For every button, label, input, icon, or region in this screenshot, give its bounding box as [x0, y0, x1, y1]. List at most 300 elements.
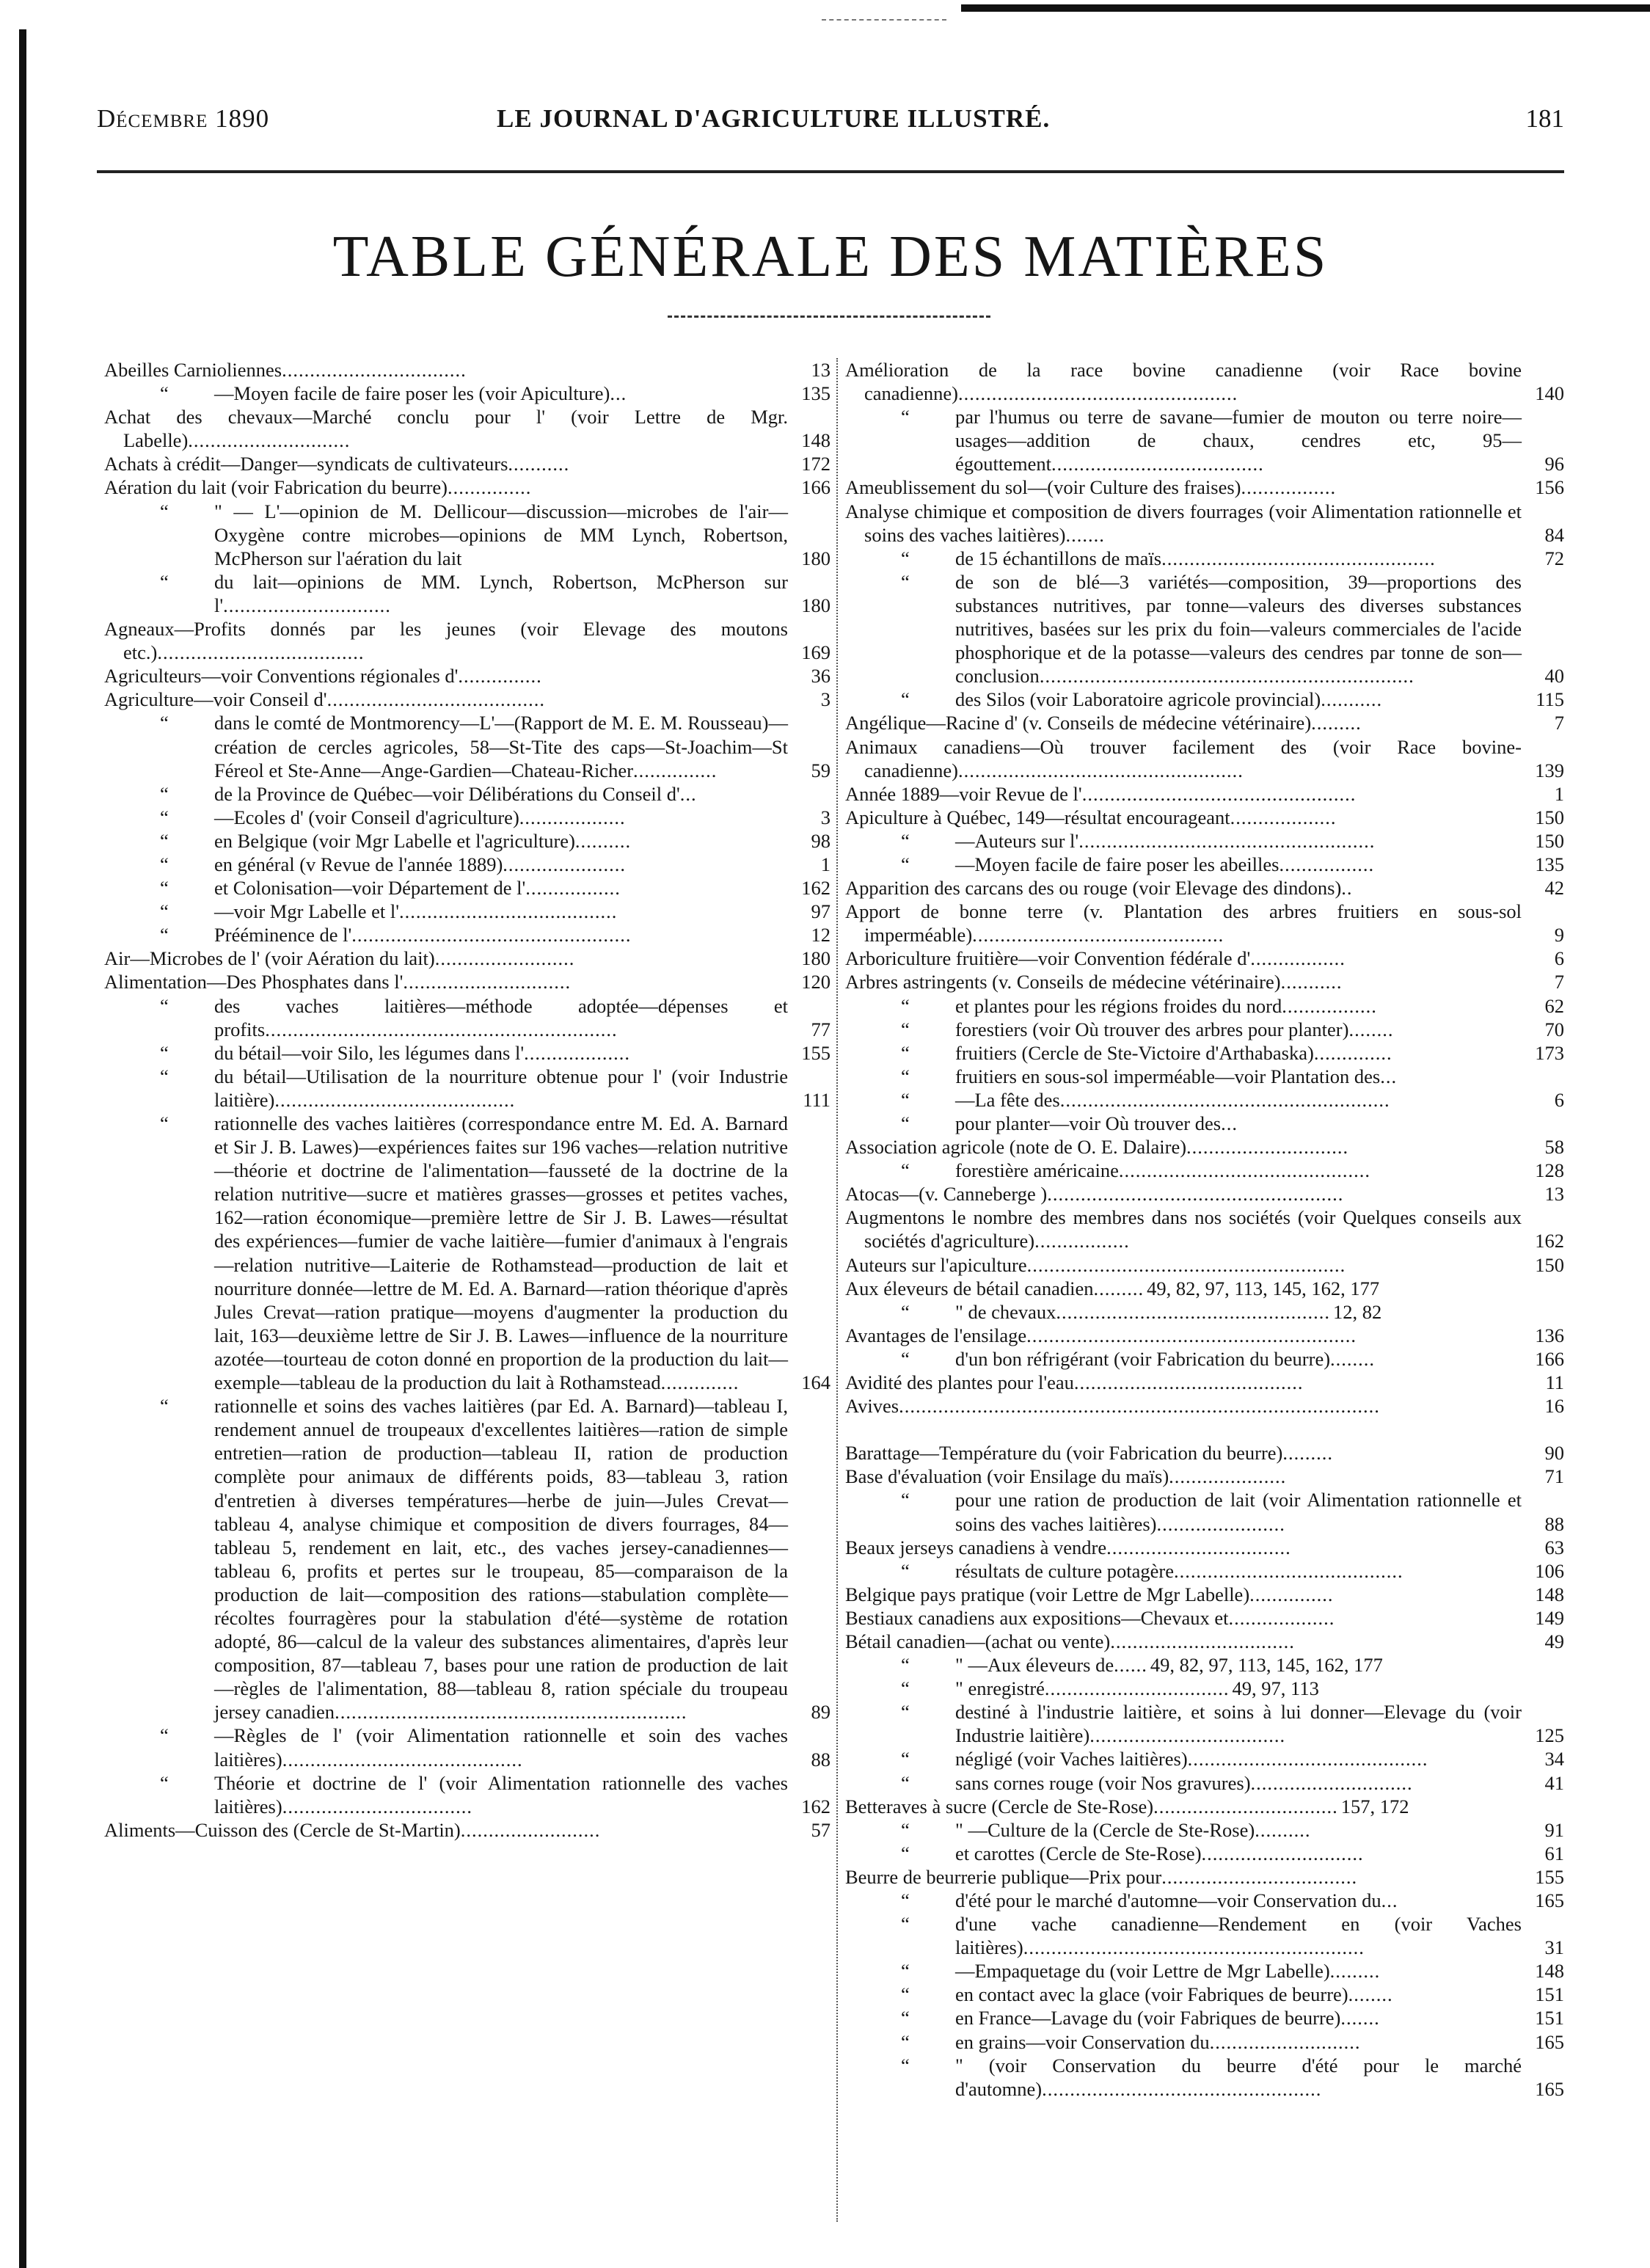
index-entry	[845, 900, 1564, 947]
ditto-mark: “	[901, 829, 910, 852]
page-reference: 7	[1554, 712, 1564, 734]
running-header	[97, 104, 1564, 148]
leader-dots: ...........	[1321, 688, 1383, 711]
index-entry	[845, 1112, 1564, 1135]
index-entry	[104, 711, 831, 781]
entry-text: Agneaux—Profits donnés par les jeunes (voir Elevage des moutons etc.)	[104, 618, 788, 664]
leader-dots: .................................	[1044, 1677, 1230, 1700]
page-reference: 165	[1535, 2030, 1564, 2053]
entry-text: Achat des chevaux—Marché conclu pour l' (voir Lettre de Mgr. Labelle)	[104, 406, 788, 452]
leader-dots: ...............	[458, 665, 542, 688]
leader-dots: .............................	[1250, 1771, 1413, 1794]
page-reference: 57	[811, 1818, 831, 1841]
index-entry	[845, 1583, 1564, 1606]
leader-dots: .......	[1065, 523, 1105, 546]
column-divider	[836, 358, 838, 2222]
page-reference: 41	[1544, 1771, 1564, 1794]
index-entry	[104, 500, 831, 570]
ditto-mark: “	[901, 1701, 910, 1724]
page-reference: 40	[1544, 665, 1564, 688]
entry-text: Avidité des plantes pour l'eau	[845, 1371, 1074, 1394]
index-entry	[104, 1041, 831, 1065]
page-reference: 6	[1554, 947, 1564, 970]
entry-text: —Empaquetage du (voir Lettre de Mgr Labelle)	[955, 1960, 1330, 1983]
page-reference: 125	[1535, 1724, 1564, 1747]
leader-dots: ..........	[1255, 1818, 1311, 1841]
leader-dots: .........	[1329, 1960, 1381, 1983]
entry-text: Aux éleveurs de bétail canadien	[845, 1277, 1094, 1299]
entry-text: Angélique—Racine d' (v. Conseils de médecine vétérinaire)	[845, 712, 1312, 734]
index-entry	[845, 1206, 1564, 1252]
index-entry	[845, 1865, 1564, 1889]
ditto-mark: “	[901, 2054, 910, 2076]
leader-dots: .............................	[1186, 1136, 1349, 1159]
entry-text: pour planter—voir Où trouver des	[955, 1112, 1222, 1134]
top-dashes	[822, 19, 946, 21]
page-reference: 150	[1535, 1253, 1564, 1276]
entry-text: en Belgique (voir Mgr Labelle et l'agriculture)	[214, 829, 575, 852]
index-entry	[104, 876, 831, 900]
ditto-mark: “	[160, 900, 169, 923]
leader-dots: ...................	[1230, 806, 1337, 828]
page-reference: 1	[820, 853, 831, 875]
entry-text: Arbres astringents (v. Conseils de médecine vétérinaire)	[845, 971, 1281, 993]
page-reference: 89	[811, 1701, 831, 1724]
page-reference: 88	[1544, 1512, 1564, 1535]
binding-edge	[19, 29, 26, 2268]
page-reference: 180	[801, 947, 831, 970]
ditto-mark: “	[901, 1654, 910, 1677]
entry-text: fruitiers (Cercle de Ste-Victoire d'Arthabaska)	[955, 1041, 1314, 1064]
index-entry	[845, 994, 1564, 1018]
entry-text: de 15 échantillons de maïs	[955, 547, 1162, 569]
entry-text: —La fête des	[955, 1088, 1060, 1111]
page-reference: 62	[1544, 994, 1564, 1017]
page-reference: 72	[1544, 547, 1564, 569]
entry-text: Ameublissement du sol—(voir Culture des fraises)	[845, 476, 1241, 499]
page-reference: 162	[801, 877, 831, 900]
page-reference: 151	[1535, 2007, 1564, 2030]
entry-text: " (voir Conservation du beurre d'été pour le marché d'automne)	[955, 2054, 1522, 2100]
ditto-mark: “	[160, 994, 169, 1017]
ditto-mark: “	[901, 547, 910, 569]
ditto-mark: “	[160, 1112, 169, 1134]
entry-text: Agriculteurs—voir Conventions régionales d'	[104, 665, 459, 688]
leader-dots: ..........	[574, 829, 632, 852]
index-entry	[845, 475, 1564, 499]
page-reference: 155	[801, 1041, 831, 1064]
entry-text: pour une ration de production de lait (voir Alimentation rationnelle et soins des vaches laitières)	[955, 1489, 1522, 1535]
entry-text: —Moyen facile de faire poser les (voir Apiculture)	[214, 382, 610, 405]
leader-dots: .....................	[1169, 1465, 1287, 1488]
page-reference: 1	[1554, 782, 1564, 805]
page-title: TABLE GÉNÉRALE DES MATIÈRES	[332, 225, 1329, 289]
ditto-mark: “	[901, 406, 910, 429]
leader-dots: ...........	[1280, 971, 1343, 993]
header-page-number: 181	[1525, 104, 1564, 133]
index-column-right	[845, 358, 1564, 2101]
page-reference: 148	[801, 429, 831, 452]
title-ornament-rule	[668, 316, 990, 318]
index-entry	[845, 1441, 1564, 1465]
index-entry	[845, 876, 1564, 900]
entry-text: du bétail—voir Silo, les légumes dans l'	[214, 1041, 525, 1064]
leader-dots: .....................................	[157, 641, 365, 664]
page-reference: 59	[811, 759, 831, 781]
ditto-mark: “	[901, 1771, 910, 1794]
index-entry	[845, 1347, 1564, 1371]
ditto-mark: “	[901, 2030, 910, 2053]
ditto-mark: “	[160, 829, 169, 852]
ditto-mark: “	[160, 1724, 169, 1747]
ditto-mark: “	[160, 1065, 169, 1087]
page-reference: 61	[1544, 1842, 1564, 1864]
leader-dots: ........	[1330, 1347, 1376, 1370]
entry-text: Théorie et doctrine de l' (voir Alimentation rationnelle des vaches laitières)	[214, 1771, 788, 1817]
ditto-mark: “	[901, 1842, 910, 1864]
leader-dots: .................	[1250, 947, 1346, 970]
entry-text: Avives	[845, 1395, 899, 1418]
leader-dots: .............................................	[1118, 1159, 1371, 1182]
index-entry	[845, 1747, 1564, 1771]
leader-dots: ..................................................	[1042, 2077, 1322, 2100]
index-entry	[104, 994, 831, 1041]
leader-dots: ..............	[660, 1371, 740, 1394]
index-entry	[845, 1889, 1564, 1912]
entry-text: Apparition des carcans des ou rouge (voir Elevage des dindons)	[845, 877, 1342, 900]
leader-dots: ...........................	[1209, 2030, 1361, 2053]
entry-text: rationnelle des vaches laitières (correspondance entre M. Ed. A. Barnard et Sir J. B. Lawes)—expériences faites sur 196 vaches—relation nutritive—théorie et doctrine de l'alimentation—fausseté de la doctrine de la relation nutritive—sucre et matières grasses—grosses et petites vaches, 162—ration économique—première lettre de Sir J. B. Lawes—résultat des expériences—fumier de vache laitière—fumier d'animaux à l'engrais—relation nutritive—Laiterie de Rothamstead—production de lait et nourriture donnée—lettre de M. Ed. A. Barnard—ration théorique d'après Jules Crevat—ration pratique—moyens d'augmenter la production du lait, 163—deuxième lettre de Sir J. B. Lawes—influence de la nourriture azotée—tourteau de coton donné en proportion de la production du lait—exemple—tableau de la production du lait à Rothamstead	[214, 1112, 788, 1394]
leader-dots: ..................................	[282, 1795, 472, 1817]
leader-dots: .........................	[460, 1818, 601, 1841]
index-entry	[845, 1065, 1564, 1088]
entry-text: et Colonisation—voir Département de l'	[214, 877, 526, 900]
leader-dots: .....................................................	[1047, 1183, 1344, 1206]
ditto-mark: “	[160, 570, 169, 593]
ditto-mark: “	[901, 1748, 910, 1771]
entry-text: Analyse chimique et composition de divers fourrages (voir Alimentation rationnelle et soins des vaches laitières)	[845, 500, 1522, 546]
leader-dots: .................	[1282, 994, 1377, 1017]
page-reference: 149	[1535, 1606, 1564, 1629]
leader-dots: .........	[1282, 1442, 1333, 1465]
entry-text: du bétail—Utilisation de la nourriture obtenue pour l' (voir Industrie laitière)	[214, 1065, 788, 1111]
top-rule	[961, 4, 1650, 12]
page-reference: 148	[1535, 1960, 1564, 1983]
index-entry	[845, 1324, 1564, 1347]
index-entry	[845, 405, 1564, 475]
leader-dots: .........	[1311, 712, 1362, 734]
leader-dots: ...............	[633, 759, 718, 781]
index-entry	[845, 1135, 1564, 1159]
leader-dots: ...................	[524, 1041, 630, 1064]
page-reference: 150	[1535, 806, 1564, 828]
leader-dots: ...........................................	[1187, 1748, 1428, 1771]
index-entry	[845, 1159, 1564, 1182]
entry-text: Beaux jerseys canadiens à vendre	[845, 1536, 1107, 1558]
ditto-mark: “	[160, 924, 169, 947]
entry-text: en France—Lavage du (voir Fabriques de beurre)	[955, 2007, 1341, 2030]
page-reference: 84	[1544, 523, 1564, 546]
ditto-mark: “	[160, 1041, 169, 1064]
index-entry	[845, 1818, 1564, 1842]
index-entry	[845, 1465, 1564, 1488]
leader-dots: .......................................	[326, 688, 545, 711]
leader-dots: .....................................................	[1078, 829, 1376, 852]
index-entry	[845, 547, 1564, 570]
index-entry	[845, 1088, 1564, 1112]
ditto-mark: “	[160, 853, 169, 875]
page-reference: 106	[1535, 1559, 1564, 1582]
page-reference: 70	[1544, 1018, 1564, 1040]
entry-text: —Règles de l' (voir Alimentation rationnelle et soin des vaches laitières)	[214, 1724, 788, 1771]
page-reference: 115	[1536, 688, 1564, 711]
entry-text: d'été pour le marché d'automne—voir Conservation du	[955, 1889, 1381, 1911]
entry-text: forestière américaine	[955, 1159, 1119, 1182]
leader-dots: ...................................	[1089, 1724, 1286, 1747]
page-reference: 136	[1535, 1324, 1564, 1346]
index-entry	[104, 452, 831, 475]
leader-dots: .................	[1279, 853, 1375, 875]
entry-text: —Auteurs sur l'	[955, 829, 1079, 852]
entry-text: négligé (voir Vaches laitières)	[955, 1748, 1188, 1771]
page-reference: 98	[811, 829, 831, 852]
leader-dots: ...	[1380, 1065, 1398, 1087]
page-reference: 156	[1535, 476, 1564, 499]
entry-text: dans le comté de Montmorency—L'—(Rapport de M. E. M. Rousseau)—création de cercles agricoles, 58—St-Tite des caps—St-Joachim—St Féreol et Ste-Anne—Ange-Gardien—Chateau-Richer	[214, 712, 788, 781]
index-entry	[845, 2006, 1564, 2030]
page-reference: 173	[1535, 1041, 1564, 1064]
entry-text: —Ecoles d' (voir Conseil d'agriculture)	[214, 806, 519, 828]
page-reference: 13	[811, 359, 831, 381]
entry-text: en contact avec la glace (voir Fabriques de beurre)	[955, 1983, 1348, 2006]
page-reference: 128	[1535, 1159, 1564, 1182]
header-journal-title: LE JOURNAL D'AGRICULTURE ILLUSTRÉ.	[497, 104, 1051, 133]
leader-dots: ...	[1381, 1889, 1398, 1911]
entry-text: Prééminence de l'	[214, 924, 352, 947]
entry-text: d'une vache canadienne—Rendement en (voir Vaches laitières)	[955, 1913, 1522, 1959]
entry-text: résultats de culture potagère	[955, 1559, 1174, 1582]
entry-text: " —Aux éleveurs de	[955, 1654, 1114, 1677]
index-entry	[845, 1700, 1564, 1747]
leader-dots: ...................................	[1161, 1865, 1358, 1888]
page-reference: 172	[801, 453, 831, 475]
index-entry	[845, 1983, 1564, 2006]
entry-text: " de chevaux	[955, 1300, 1056, 1323]
index-entry	[845, 1653, 1564, 1677]
leader-dots: ......................................................................................	[899, 1395, 1380, 1418]
index-entry	[845, 1277, 1564, 1300]
page-reference: 9	[1554, 924, 1564, 947]
leader-dots: ...	[1221, 1112, 1238, 1134]
page-reference: 12, 82	[1333, 1300, 1382, 1323]
index-entry	[104, 382, 831, 405]
ditto-mark: “	[901, 1677, 910, 1700]
page-reference: 148	[1535, 1583, 1564, 1605]
leader-dots: .............................	[1201, 1842, 1364, 1864]
entry-text: Apiculture à Québec, 149—résultat encourageant	[845, 806, 1230, 828]
index-entry	[104, 1771, 831, 1818]
entry-text: Association agricole (note de O. E. Dalaire)	[845, 1136, 1187, 1159]
entry-text: Barattage—Température du (voir Fabrication du beurre)	[845, 1442, 1283, 1465]
leader-dots: ...............................................................	[335, 1701, 687, 1724]
ditto-mark: “	[901, 1300, 910, 1323]
entry-text: par l'humus ou terre de savane—fumier de mouton ou terre noire—usages—addition de chaux, cendres etc, 95—égouttement	[955, 406, 1522, 475]
leader-dots: ...........................................................	[1026, 1324, 1357, 1346]
entry-text: sans cornes rouge (voir Nos gravures)	[955, 1771, 1251, 1794]
entry-text: Augmentons le nombre des membres dans nos sociétés (voir Quelques conseils aux sociétés d'agriculture)	[845, 1206, 1522, 1252]
page-reference: 151	[1535, 1983, 1564, 2006]
page-reference: 49	[1544, 1630, 1564, 1652]
leader-dots: .........................................	[1174, 1559, 1403, 1582]
page-reference: 71	[1544, 1465, 1564, 1488]
ditto-mark: “	[160, 1395, 169, 1418]
index-entry	[845, 1559, 1564, 1583]
leader-dots: .............................................	[972, 924, 1224, 947]
index-entry	[104, 1724, 831, 1771]
page-reference: 49, 82, 97, 113, 145, 162, 177	[1150, 1654, 1383, 1677]
page-reference: 111	[803, 1088, 831, 1111]
page-reference: 49, 82, 97, 113, 145, 162, 177	[1147, 1277, 1380, 1299]
index-entry	[845, 853, 1564, 876]
index-entry	[845, 1300, 1564, 1324]
leader-dots: ........	[1348, 1983, 1393, 2006]
page-reference: 166	[1535, 1347, 1564, 1370]
index-entry	[104, 405, 831, 452]
index-entry	[104, 806, 831, 829]
ditto-mark: “	[901, 1983, 910, 2006]
index-entry	[845, 1912, 1564, 1959]
leader-dots: .................................................	[1056, 1300, 1330, 1323]
ditto-mark: “	[901, 1018, 910, 1040]
leader-dots: .................................	[282, 359, 467, 381]
page-reference: 3	[820, 688, 831, 711]
ditto-mark: “	[901, 570, 910, 593]
entry-text: de son de blé—3 variétés—composition, 39—proportions des substances nutritives, par tonne—valeurs des diverses substances nutritives, basées sur les prix du foin—valeurs commerciales de l'acide phosphorique et de la potasse—valeurs des cendres par tonne de son—conclusion	[955, 570, 1522, 688]
index-entry	[845, 1771, 1564, 1795]
index-entry	[845, 711, 1564, 734]
ditto-mark: “	[901, 1112, 910, 1134]
entry-text: —voir Mgr Labelle et l'	[214, 900, 400, 923]
entry-text: Betteraves à sucre (Cercle de Ste-Rose)	[845, 1795, 1154, 1817]
leader-dots: .........	[1093, 1277, 1145, 1299]
page-reference: 34	[1544, 1748, 1564, 1771]
page-reference: 180	[801, 547, 831, 569]
index-entry	[845, 1842, 1564, 1865]
index-entry	[845, 2054, 1564, 2101]
page-reference: 135	[1535, 853, 1564, 875]
page-reference: 139	[1535, 759, 1564, 781]
page-reference: 58	[1544, 1136, 1564, 1159]
index-entry	[845, 947, 1564, 970]
entry-text: Agriculture—voir Conseil d'	[104, 688, 327, 711]
index-entry	[845, 1488, 1564, 1535]
index-entry	[104, 970, 831, 993]
ditto-mark: “	[901, 1889, 910, 1911]
entry-text: Aération du lait (voir Fabrication du beurre)	[104, 476, 448, 499]
entry-text: " enregistré	[955, 1677, 1045, 1700]
leader-dots: .................................	[1110, 1630, 1295, 1652]
ditto-mark: “	[160, 782, 169, 805]
ditto-mark: “	[901, 1559, 910, 1582]
index-entry	[845, 1394, 1564, 1418]
leader-dots: ..................................................	[958, 382, 1238, 405]
leader-dots: .........................................................	[1026, 1253, 1346, 1276]
leader-dots: .................	[1241, 476, 1337, 499]
entry-text: d'un bon réfrigérant (voir Fabrication du beurre)	[955, 1347, 1331, 1370]
index-entry	[104, 782, 831, 806]
index-entry	[845, 1630, 1564, 1653]
entry-text: Atocas—(v. Canneberge )	[845, 1183, 1048, 1206]
ditto-mark: “	[901, 1088, 910, 1111]
index-entry	[104, 900, 831, 923]
leader-dots: .......................................	[399, 900, 618, 923]
leader-dots: .........................	[434, 947, 575, 970]
entry-text: des vaches laitières—méthode adoptée—dépenses et profits	[214, 994, 788, 1040]
page-reference: 169	[801, 641, 831, 664]
entry-text: en général (v Revue de l'année 1889)	[214, 853, 503, 875]
index-entry	[845, 806, 1564, 829]
leader-dots: ..............................	[223, 594, 391, 616]
index-entry	[845, 735, 1564, 782]
page-reference: 162	[801, 1795, 831, 1817]
ditto-mark: “	[901, 1065, 910, 1087]
page-reference: 91	[1544, 1818, 1564, 1841]
leader-dots: .............................	[188, 429, 351, 452]
index-entry	[845, 1018, 1564, 1041]
page-reference: 36	[811, 665, 831, 688]
leader-dots: ...................................................................	[1039, 665, 1414, 688]
entry-text: Air—Microbes de l' (voir Aération du lait)	[104, 947, 435, 970]
leader-dots: ......	[1114, 1654, 1147, 1677]
ditto-mark: “	[901, 1041, 910, 1064]
index-entry	[104, 1112, 831, 1394]
page-reference: 49, 97, 113	[1232, 1677, 1319, 1700]
index-entry	[845, 970, 1564, 993]
ditto-mark: “	[160, 500, 169, 522]
leader-dots: ........	[1348, 1018, 1394, 1040]
leader-dots: ...............................................................	[265, 1018, 618, 1040]
index-entry	[104, 1065, 831, 1112]
page-reference: 120	[801, 971, 831, 993]
page-reference: 166	[801, 476, 831, 499]
index-entry	[104, 853, 831, 876]
leader-dots: ...............	[448, 476, 532, 499]
index-entry	[845, 1606, 1564, 1630]
leader-dots: ...................	[519, 806, 626, 828]
index-entry	[104, 617, 831, 664]
ditto-mark: “	[901, 688, 910, 711]
entry-text: Avantages de l'ensilage	[845, 1324, 1027, 1346]
leader-dots: ......................................	[1051, 453, 1264, 475]
entry-text: Bestiaux canadiens aux expositions—Chevaux et	[845, 1606, 1229, 1629]
index-entry	[104, 947, 831, 970]
index-entry	[104, 475, 831, 499]
leader-dots: ...	[610, 382, 627, 405]
leader-dots: ..............................	[403, 971, 572, 993]
page-reference: 162	[1535, 1230, 1564, 1252]
leader-dots: .................................	[1153, 1795, 1338, 1817]
leader-dots: ...................	[1228, 1606, 1335, 1629]
header-date: Décembre 1890	[97, 104, 270, 133]
entry-text: Amélioration de la race bovine canadienne (voir Race bovine canadienne)	[845, 359, 1522, 405]
page-reference: 165	[1535, 1889, 1564, 1911]
page-reference: 96	[1544, 453, 1564, 475]
ditto-mark: “	[901, 1489, 910, 1512]
header-rule	[97, 170, 1564, 173]
entry-text: Arboriculture fruitière—voir Convention fédérale d'	[845, 947, 1251, 970]
page-reference: 42	[1544, 877, 1564, 900]
index-entry	[845, 1041, 1564, 1065]
